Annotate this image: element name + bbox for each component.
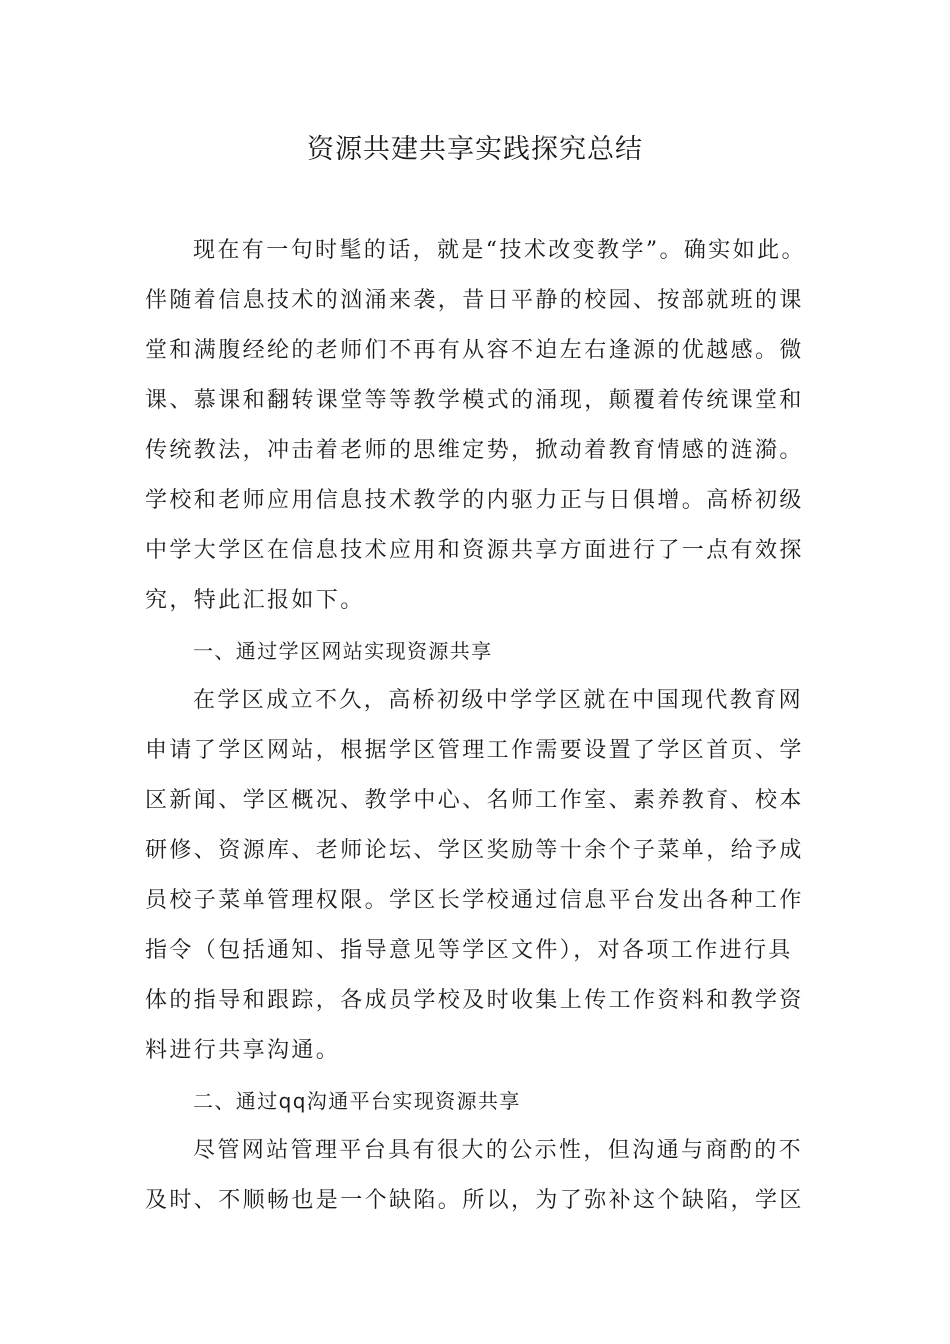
- paragraph-line: 指令（包括通知、指导意见等学区文件），对各项工作进行具: [145, 938, 793, 963]
- paragraph-line: 尽管网站管理平台具有很大的公示性，但沟通与商酌的不: [193, 1138, 804, 1163]
- paragraph-line: 体的指导和跟踪，各成员学校及时收集上传工作资料和教学资: [145, 988, 804, 1013]
- document-title: 资源共建共享实践探究总结: [307, 134, 643, 165]
- paragraph-line: 研修、资源库、老师论坛、学区奖励等十余个子菜单，给予成: [145, 838, 804, 863]
- paragraph-line: 学校和老师应用信息技术教学的内驱力正与日俱增。高桥初级: [145, 488, 804, 513]
- section-heading: 一、通过学区网站实现资源共享: [193, 639, 493, 663]
- paragraph-line: 堂和满腹经纶的老师们不再有从容不迫左右逢源的优越感。微: [145, 338, 804, 363]
- paragraph-line: 传统教法，冲击着老师的思维定势，掀动着教育情感的涟漪。: [145, 438, 804, 463]
- paragraph-line: 及时、不顺畅也是一个缺陷。所以，为了弥补这个缺陷，学区: [145, 1188, 804, 1213]
- paragraph-line: 课、慕课和翻转课堂等等教学模式的涌现，颠覆着传统课堂和: [145, 388, 804, 413]
- document-body: [145, 226, 825, 1226]
- paragraph-line: 申请了学区网站，根据学区管理工作需要设置了学区首页、学: [145, 738, 804, 763]
- paragraph-line: 区新闻、学区概况、教学中心、名师工作室、素养教育、校本: [145, 788, 804, 813]
- paragraph-line: 料进行共享沟通。: [145, 1038, 341, 1063]
- paragraph-line: 伴随着信息技术的汹涌来袭，昔日平静的校园、按部就班的课: [145, 288, 804, 313]
- paragraph-line: 中学大学区在信息技术应用和资源共享方面进行了一点有效探: [145, 538, 804, 563]
- paragraph-line: 在学区成立不久，高桥初级中学学区就在中国现代教育网: [193, 688, 804, 713]
- paragraph-line: 员校子菜单管理权限。学区长学校通过信息平台发出各种工作: [145, 888, 804, 913]
- section-heading: 二、通过qq沟通平台实现资源共享: [193, 1089, 521, 1113]
- paragraph-line: 现在有一句时髦的话，就是“技术改变教学”。确实如此。: [193, 238, 806, 263]
- paragraph-line: 究，特此汇报如下。: [145, 588, 365, 613]
